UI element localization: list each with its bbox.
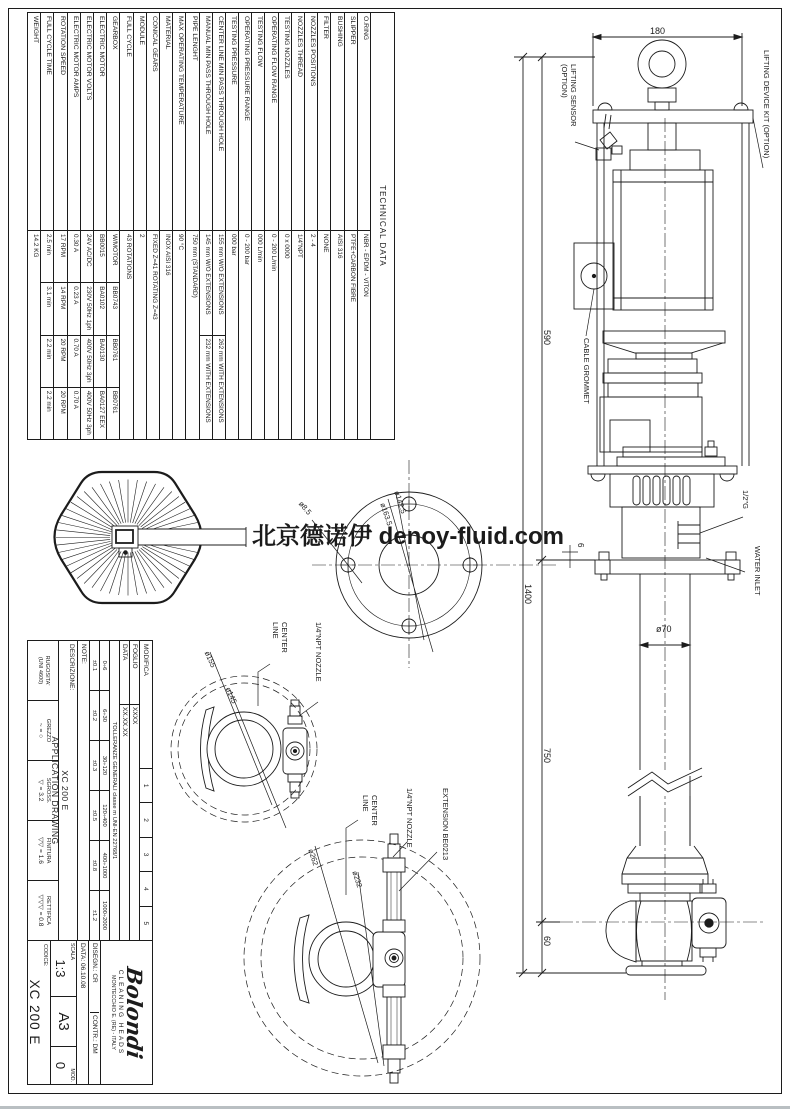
- tech-row-value: 0 - 200 L/min: [269, 234, 277, 272]
- tech-row-label: TESTING FLOW: [252, 13, 264, 231]
- tech-row-value: 2: [137, 234, 145, 238]
- dim-750: 750: [542, 748, 552, 764]
- tech-row: [93, 13, 106, 439]
- dim-1400: 1400: [523, 584, 533, 605]
- tech-row-label: CENTER LINE MIN PASS THROUGH HOLE: [213, 13, 225, 231]
- tech-row-value: 3.1 min: [41, 283, 53, 335]
- spray-ray: [119, 552, 126, 595]
- tech-row-value: 0 x 0000: [282, 234, 290, 259]
- tech-row-value: BB0761: [107, 336, 119, 388]
- tolerance-range: 400÷1000: [100, 841, 109, 891]
- tech-row: [278, 13, 291, 439]
- tech-row-value: 0.23 A: [68, 283, 80, 335]
- tech-row: [212, 13, 225, 439]
- dim-dia145: ø145: [223, 685, 239, 705]
- tolerance-range: 30÷120: [100, 741, 109, 791]
- tech-row: [330, 13, 343, 439]
- tech-row-values: [160, 231, 172, 439]
- tech-row-value: 262 mm WITH EXTENSIONS: [216, 338, 224, 423]
- tolerance-range: 6÷30: [100, 691, 109, 741]
- tech-row-value: 20 RPM: [58, 390, 66, 414]
- label-lifting-sensor: LIFTING SENSOR (OPTION): [560, 64, 578, 127]
- tech-row-value: PTFE+CARBON FIBRE: [348, 234, 356, 303]
- tech-row-values: [173, 231, 185, 439]
- tech-row-values: [252, 231, 264, 439]
- tech-row-value: FIXED Z=41 ROTATING Z=43: [151, 234, 158, 320]
- tolerance-value: ±0.8: [90, 841, 99, 891]
- dim-dia155: ø155: [202, 649, 218, 669]
- modifica-number: 1: [140, 769, 152, 803]
- foglio-value: XXXX: [131, 707, 138, 725]
- spray-ray: [133, 552, 147, 594]
- tech-row-values: [186, 231, 198, 439]
- spray-ray: [109, 552, 123, 594]
- data-value: XX.XX.XX: [121, 707, 128, 737]
- tech-row: [291, 13, 304, 439]
- tech-row: [357, 13, 370, 439]
- descrizione-block: [50, 641, 77, 940]
- modifica-number: 4: [140, 872, 152, 906]
- spray-ray: [57, 539, 111, 545]
- tech-row-value: 000 bar: [230, 234, 238, 256]
- tech-row-label: MAX OPERATING TEMPERATURE: [173, 13, 185, 231]
- scale-cell: [51, 941, 76, 997]
- tech-table-rows: [28, 13, 370, 439]
- title-block-right: [28, 941, 152, 1084]
- tolerance-value: ±0.2: [90, 691, 99, 741]
- tech-row-label: O.RING: [358, 13, 370, 231]
- tech-row-value: 90 °C: [177, 234, 185, 251]
- tolerance-range: 120÷400: [100, 791, 109, 841]
- title-block-left: [28, 641, 152, 941]
- company-logo-block: [100, 941, 152, 1084]
- tech-row-value: NBR - EPDM - VITON: [362, 234, 369, 297]
- tech-row-value: BB0015: [94, 231, 106, 283]
- tech-row: [225, 13, 238, 439]
- tech-row-label: WEIGHT: [28, 13, 40, 231]
- tech-row-values: [41, 231, 53, 439]
- dim-dia70: ø70: [656, 624, 672, 634]
- tolerance-ranges: [99, 641, 109, 940]
- modifica-row: [139, 641, 152, 940]
- tech-row-value: BA0127 EEX: [98, 390, 106, 429]
- dim-590: 590: [542, 330, 552, 346]
- tech-row-label: OPERATING FLOW RANGE: [266, 13, 278, 231]
- tech-row-values: [68, 231, 80, 439]
- tolerance-value: ±1.2: [91, 909, 98, 922]
- tech-row-value: BA0102: [94, 283, 106, 335]
- dim-6: 6: [576, 543, 585, 548]
- tech-row-values: [81, 231, 93, 439]
- tech-row-value: BA0130: [94, 336, 106, 388]
- tech-row-values: [331, 231, 343, 439]
- tolerance-value: ±0.3: [90, 741, 99, 791]
- dim-dia262: ø262: [306, 847, 321, 867]
- codice-row: [28, 941, 50, 1084]
- label-center-line-1: CENTER LINE: [271, 622, 289, 653]
- format-cell: A3: [51, 997, 76, 1047]
- tech-row-label: SLIPPER: [345, 13, 357, 231]
- label-npt-nozzle-2: 1/4"NPT NOZZLE: [405, 788, 414, 848]
- tech-row-label: CONICAL GEARS: [147, 13, 159, 231]
- descrizione-line1: XC 200 E: [60, 770, 70, 811]
- scale-value: 1:3: [53, 959, 68, 978]
- tech-row-label: TESTING PRESSURE: [226, 13, 238, 231]
- tech-row-label: ELECTRIC MOTOR AMPS: [68, 13, 80, 231]
- tech-row-value: NONE: [322, 234, 330, 253]
- label-npt-nozzle-1: 1/4"NPT NOZZLE: [314, 622, 323, 682]
- tolerance-range: 0÷6: [100, 641, 109, 691]
- tech-row: [133, 13, 146, 439]
- rugosita-line1: RUGOSITA': [43, 655, 50, 686]
- contr-label: CONTR.:: [91, 1015, 98, 1042]
- modifica-number: 5: [142, 921, 150, 926]
- company-logo: Bolondi: [122, 965, 148, 1061]
- tech-row-label: MANUAL MIN PASS THROUGH HOLE: [200, 13, 212, 231]
- tech-row-value: AISI 316: [335, 234, 343, 259]
- tech-row: [80, 13, 93, 439]
- tech-row-values: [213, 231, 225, 439]
- finish-cell: FINITURA ▽▽ = 1.6: [28, 821, 58, 881]
- finish-cell: RETTIFICA ▽▽▽ = 0.8: [36, 894, 51, 927]
- date-value: 06.10.08: [79, 963, 86, 989]
- watermark: 北京德诺伊 denoy-fluid.com: [252, 523, 564, 550]
- scale-format-row: [50, 941, 76, 1084]
- modifica-numbers: [140, 769, 152, 940]
- tech-row: [28, 13, 40, 439]
- label-extension: EXTENSION BE0213: [441, 788, 450, 861]
- label-lifting-device-kit: LIFTING DEVICE KIT (OPTION): [762, 50, 771, 159]
- mod-cell: [51, 1047, 76, 1084]
- tech-row-value: 0.70 A: [71, 390, 79, 409]
- tolerance-value: ±0.5: [90, 791, 99, 841]
- dim-180: 180: [650, 26, 666, 36]
- tech-row: [344, 13, 357, 439]
- spray-ray: [119, 480, 126, 523]
- tech-row-value: 43 ROTATIONS: [124, 234, 132, 280]
- tech-row-label: FULL CYCLE: [120, 13, 132, 231]
- modifica-number: 3: [140, 838, 152, 872]
- tech-row-values: [239, 231, 251, 439]
- tech-row-value: 2.2 min: [45, 390, 53, 412]
- contr-value: DM: [91, 1043, 98, 1054]
- tolerances-header: TOLLERANZE GENERALI classe m UNI-EN 22768/1: [109, 641, 119, 940]
- label-inlet-thread: 1/2"G: [741, 490, 750, 509]
- tech-row-values: [107, 231, 119, 439]
- spray-ray: [58, 522, 110, 533]
- tech-row-values: [279, 231, 291, 439]
- spray-ray: [58, 541, 110, 552]
- tech-row-label: NOZZLES THREAD: [292, 13, 304, 231]
- dim-dia8-5: ø8.5: [296, 499, 314, 517]
- spray-ray: [130, 552, 137, 595]
- tech-row-value: 400V 50Hz 3ph: [81, 336, 93, 388]
- spray-ray: [133, 481, 147, 523]
- descrizione-line2: APPLICATION DRAWING: [50, 736, 60, 845]
- label-center-line-2: CENTER LINE: [361, 795, 379, 826]
- tech-row: [199, 13, 212, 439]
- codice-label: CODICE:: [42, 944, 48, 967]
- tolerance-values: [89, 641, 99, 940]
- tech-row-label: OPERATING PRESSURE RANGE: [239, 13, 251, 231]
- tech-row-value: 155 mm W/O EXTENSIONS: [213, 231, 225, 336]
- foglio-row: [129, 641, 139, 940]
- finish-cell: SGROSS. ▽ = 3.2: [28, 761, 58, 821]
- disegn-label: DISEGN.:: [91, 943, 98, 972]
- tech-row-label: ELECTRIC MOTOR: [94, 13, 106, 231]
- tech-row-value: 17 RPM: [55, 231, 67, 283]
- company-address: MONTECCHIO E. (RE) - ITALY: [109, 975, 116, 1050]
- tech-row: [106, 13, 119, 439]
- tech-row-value: 2.2 min: [41, 336, 53, 388]
- tech-row-values: [318, 231, 330, 439]
- spray-pattern-view: [55, 472, 247, 603]
- tech-row-values: [305, 231, 317, 439]
- tech-row-label: NOZZLES POSITIONS: [305, 13, 317, 231]
- tech-row-values: [345, 231, 357, 439]
- company-tagline: CLEANING HEADS: [116, 969, 124, 1056]
- tech-row-value: 230V 50Hz 1ph: [81, 283, 93, 335]
- tech-row-label: ELECTRIC MOTOR VOLTS: [81, 13, 93, 231]
- tech-row-values: [134, 231, 146, 439]
- title-block: [27, 640, 153, 1085]
- modifica-label: MODIFICA: [140, 641, 152, 769]
- tech-row: [159, 13, 172, 439]
- technical-data-title: TECHNICAL DATA: [370, 13, 394, 439]
- tech-row-values: [120, 231, 132, 439]
- tech-row-values: [358, 231, 370, 439]
- rugosita-line2: (UNI 4600): [37, 656, 43, 685]
- dim-dia163-5: ø163.5: [378, 501, 395, 527]
- tech-row-value: 14 RPM: [55, 283, 67, 335]
- tech-row-value: BB0743: [107, 283, 119, 335]
- tech-row-label: FILTER: [318, 13, 330, 231]
- descrizione-label: DESCRIZIONE:: [68, 644, 75, 691]
- tech-row-value: 750 mm (STANDARD): [190, 234, 198, 298]
- tech-row-label: BUSHING: [331, 13, 343, 231]
- tech-row-value: 145 mm W/O EXTENSIONS: [200, 231, 212, 336]
- tech-row-label: MODULE: [134, 13, 146, 231]
- tech-row-value: 0.70 A: [68, 336, 80, 388]
- head-detail-standard: [171, 649, 318, 828]
- tech-row-label: PIPE LENGHT: [186, 13, 198, 231]
- tech-row-values: [266, 231, 278, 439]
- spray-ray: [109, 481, 123, 523]
- date-row: [76, 941, 88, 1084]
- tech-row: [54, 13, 67, 439]
- tech-row-values: [147, 231, 159, 439]
- tech-row-value: 2.5 min: [41, 231, 53, 283]
- data-label: DATA: [120, 641, 129, 705]
- tech-row-values: [226, 231, 238, 439]
- modifica-number: 2: [140, 803, 152, 837]
- flange-view: [312, 460, 558, 668]
- label-cable-grommet: CABLE GROMMET: [582, 338, 591, 404]
- tech-row-values: [292, 231, 304, 439]
- tech-row-value: 1/4"NPT: [296, 234, 304, 258]
- tolerance-value: ±0.1: [90, 641, 99, 691]
- mod-value: 0: [53, 1061, 68, 1070]
- tech-row-value: 2 - 4: [309, 234, 317, 247]
- tolerance-range: 1000÷2000: [101, 901, 108, 930]
- tech-row-values: [200, 231, 212, 439]
- tech-row-label: ROTATION SPEED: [55, 13, 67, 231]
- tech-row-value: BB0761: [111, 390, 119, 414]
- tech-row-label: GEARBOX: [107, 13, 119, 231]
- note-label: NOTE:: [77, 641, 89, 940]
- tech-row-value: 000 L/min: [256, 234, 264, 263]
- tech-row-label: FULL CYCLE TIME: [41, 13, 53, 231]
- label-water-inlet: WATER INLET: [753, 546, 762, 596]
- technical-data-table: [27, 12, 395, 440]
- tech-row-value: 20 RPM: [55, 336, 67, 388]
- scale-label: SCALA: [69, 943, 75, 961]
- tech-row-value: 0 - 200 bar: [243, 234, 251, 265]
- tech-row-label: TESTING NOZZLES: [279, 13, 291, 231]
- tech-row: [40, 13, 53, 439]
- foglio-label: FOGLIO: [130, 641, 139, 705]
- tech-row: [238, 13, 251, 439]
- tech-row: [317, 13, 330, 439]
- tech-row-label: MATERIAL: [160, 13, 172, 231]
- tech-row-value: 14.2 KG: [32, 234, 40, 258]
- tech-row: [146, 13, 159, 439]
- tech-row-value: 400V 50Hz 3ph: [85, 390, 93, 435]
- spray-ray: [130, 480, 137, 523]
- tech-row: [185, 13, 198, 439]
- tech-row: [172, 13, 185, 439]
- tech-row-value: 24V AC/DC: [81, 231, 93, 283]
- dim-60: 60: [542, 936, 552, 947]
- tech-row-value: W/MOTOR: [107, 231, 119, 283]
- data-row: [119, 641, 129, 940]
- mod-label: MOD.: [69, 1068, 75, 1082]
- tech-row: [304, 13, 317, 439]
- tech-row-value: 232 mm WITH EXTENSIONS: [203, 338, 211, 423]
- tech-row-values: [28, 231, 40, 439]
- tech-row: [251, 13, 264, 439]
- codice-value: XC 200 E: [27, 979, 42, 1046]
- tech-row: [119, 13, 132, 439]
- spray-ray: [57, 530, 111, 536]
- tech-row-value: INOX AISI 316: [164, 234, 172, 276]
- tech-row: [67, 13, 80, 439]
- finish-cell: GREZZO ~ = ○: [28, 701, 58, 761]
- disegn-value: CR: [91, 973, 98, 983]
- tech-row-value: 0.30 A: [68, 231, 80, 283]
- dim-dia232: ø232: [350, 869, 365, 889]
- dim-dia142-5: ø142.5: [392, 489, 409, 515]
- tech-row-values: [94, 231, 106, 439]
- tech-row-values: [55, 231, 67, 439]
- tech-row: [265, 13, 278, 439]
- date-label: DATA:: [79, 943, 86, 962]
- disegn-row: [88, 941, 100, 1084]
